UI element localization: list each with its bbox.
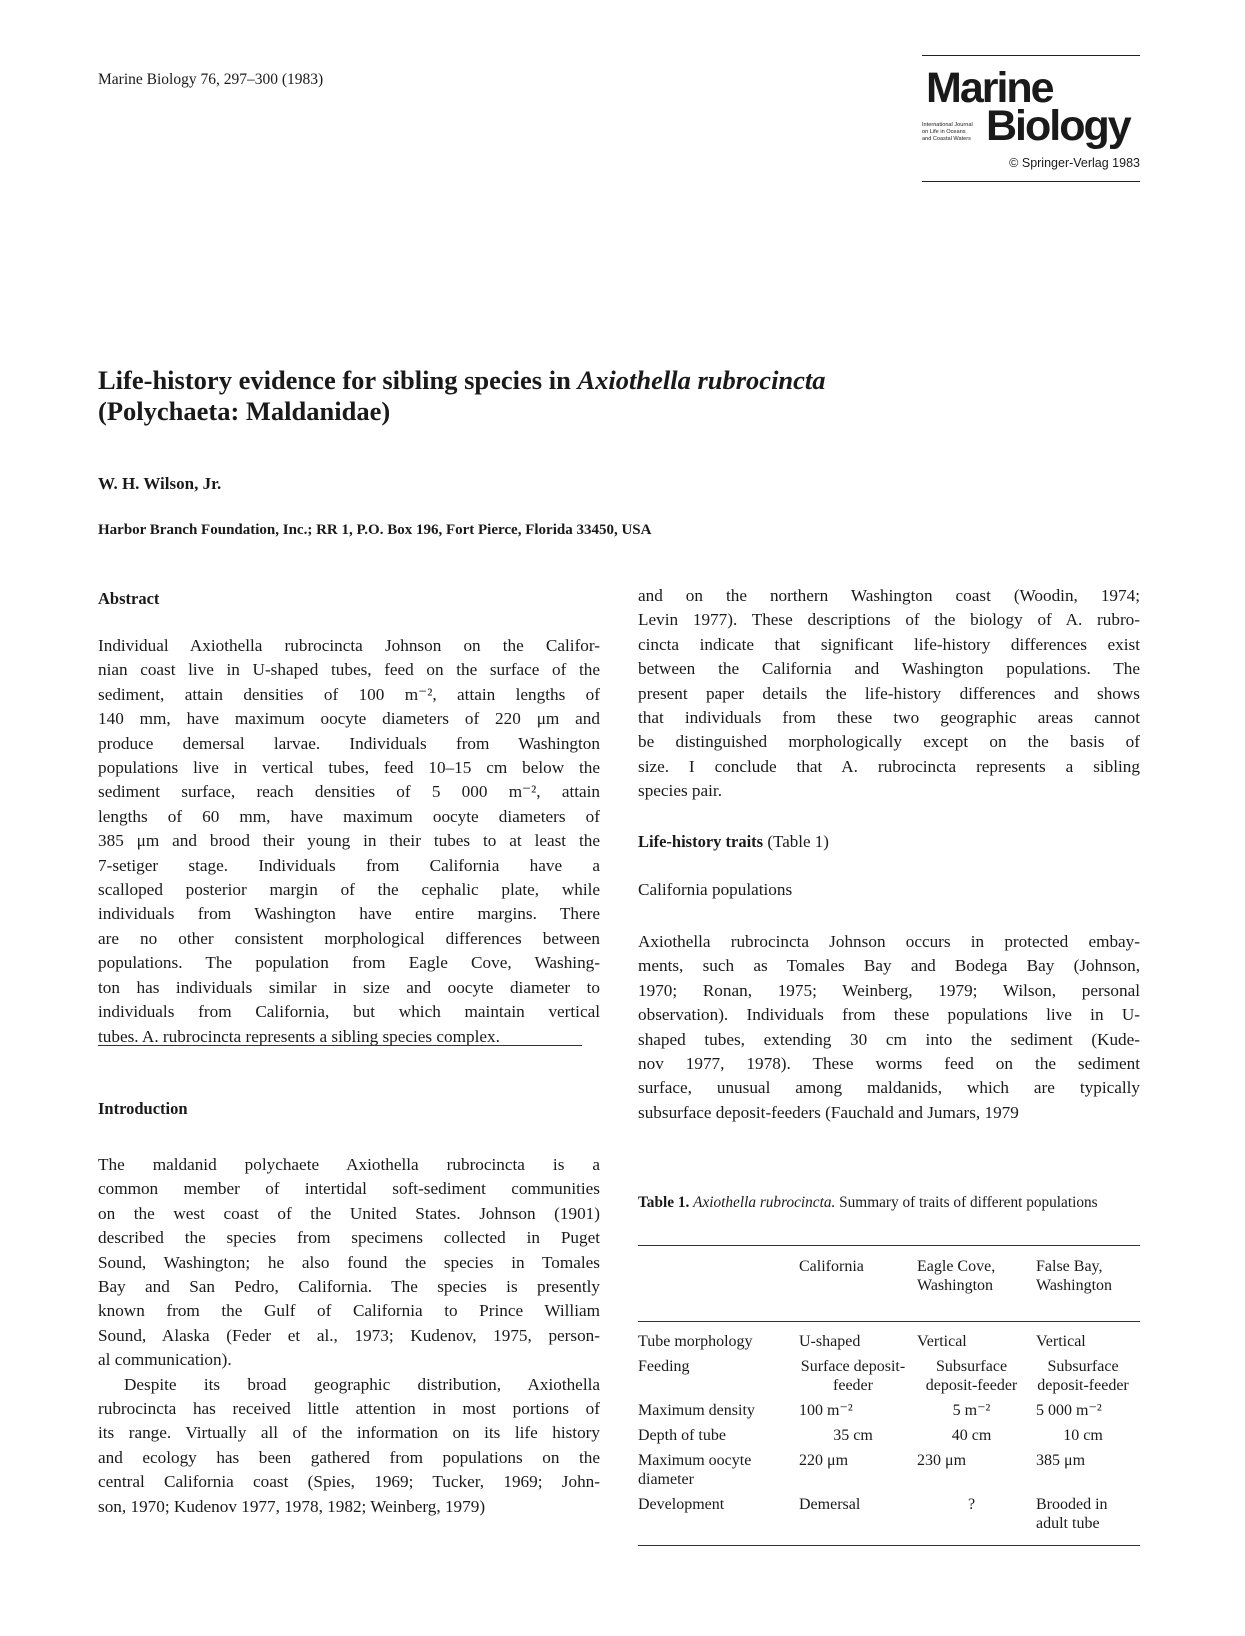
text-line: individuals from Washington have entire margins. There: [98, 904, 600, 924]
table-cell-false-bay: Brooded in adult tube: [1036, 1496, 1108, 1532]
table-cell-eagle-cove: ?: [967, 1496, 976, 1513]
text-line: described the species from specimens collected in Puget: [98, 1228, 600, 1248]
text-line: and on the northern Washington coast (Woodin, 1974;: [638, 586, 1140, 605]
text-line: Sound, Washington; he also found the species in Tomales: [98, 1252, 600, 1272]
table-row: [638, 1449, 1140, 1493]
table-cell-trait: Depth of tube: [638, 1427, 726, 1444]
table-header: [638, 1246, 799, 1322]
text-line: central California coast (Spies, 1969; Tucker, 1969; John-: [98, 1472, 600, 1492]
journal-logo: [922, 55, 1140, 185]
table-cell-eagle-cove: Subsurface deposit-feeder: [925, 1358, 1018, 1394]
text-line: between the California and Washington populations. The: [638, 659, 1140, 679]
life-history-body: [638, 930, 1140, 1125]
article-title: [98, 365, 998, 427]
text-line: ton has individuals similar in size and oocyte diameter to: [98, 977, 600, 997]
table-cell-california: 100 m⁻²: [799, 1402, 853, 1419]
table-caption-text: Summary of traits of different populations: [835, 1194, 1098, 1211]
text-line: known from the Gulf of California to Prince William: [98, 1301, 600, 1321]
text-line: rubrocincta has received little attention in most portions of: [98, 1399, 600, 1419]
table-cell-eagle-cove: 5 m⁻²: [952, 1402, 991, 1419]
logo-tagline-line: and Coastal Waters: [922, 136, 971, 142]
table-cell-trait: Feeding: [638, 1358, 690, 1375]
logo-bottom-rule: [922, 181, 1140, 182]
table-label: Table 1.: [638, 1194, 690, 1211]
text-line: on the west coast of the United States. Johnson (1901): [98, 1203, 600, 1223]
table-cell-california: 35 cm: [833, 1427, 873, 1444]
text-line: Bay and San Pedro, California. The species is presently: [98, 1277, 600, 1297]
abstract-body: [98, 634, 600, 1049]
logo-word-marine: Marine: [926, 64, 1053, 112]
table-cell-california: 220 μm: [799, 1452, 849, 1469]
logo-word-biology: Biology: [986, 102, 1130, 150]
text-line: ments, such as Tomales Bay and Bodega Bay (Johnson,: [638, 956, 1140, 976]
table-cell-trait: Maximum oocyte diameter: [638, 1452, 752, 1488]
table-caption: [638, 1193, 1140, 1213]
table-cell-trait: Tube morphology: [638, 1333, 753, 1350]
section-heading: Introduction: [98, 1099, 188, 1118]
text-line: The maldanid polychaete Axiothella rubrocincta is a: [98, 1155, 600, 1174]
table-cell-false-bay: 5 000 m⁻²: [1036, 1402, 1102, 1419]
text-line: Axiothella rubrocincta Johnson occurs in protected embay-: [638, 932, 1140, 951]
text-line: its range. Virtually all of the information on its life history: [98, 1423, 600, 1443]
table-cell-california: Demersal: [799, 1496, 861, 1513]
table-cell-false-bay: 10 cm: [1063, 1427, 1103, 1444]
text-line: sediment surface, reach densities of 5 000 m⁻², attain: [98, 782, 600, 802]
logo-top-rule: [922, 55, 1140, 56]
abstract-divider: [98, 1045, 582, 1046]
table-header: False Bay, Washington: [1036, 1258, 1113, 1294]
text-line: subsurface deposit-feeders (Fauchald and Jumars, 1979: [638, 1102, 1019, 1122]
text-line: 7-setiger stage. Individuals from California have a: [98, 855, 600, 875]
text-line: observation). Individuals from these populations live in U-: [638, 1005, 1140, 1025]
logo-copyright: © Springer-Verlag 1983: [1009, 156, 1140, 170]
abstract-heading: [98, 587, 600, 611]
table-species: Axiothella rubrocincta.: [693, 1194, 836, 1211]
table-cell-california: U-shaped: [799, 1333, 861, 1350]
text-line: species pair.: [638, 781, 722, 801]
text-line: nian coast live in U-shaped tubes, feed on the surface of the: [98, 660, 600, 680]
text-line: shaped tubes, extending 30 cm into the sediment (Kude-: [638, 1029, 1140, 1049]
table-cell-eagle-cove: 230 μm: [917, 1452, 967, 1469]
title-subtitle: (Polychaeta: Maldanidae): [98, 396, 391, 426]
text-line: cincta indicate that significant life-history differences exist: [638, 634, 1140, 654]
table-cell-trait: Development: [638, 1496, 725, 1513]
traits-table: [638, 1245, 1140, 1546]
text-line: are no other consistent morphological differences between: [98, 928, 600, 948]
text-line: present paper details the life-history differences and shows: [638, 683, 1140, 703]
table-row: [638, 1424, 1140, 1449]
logo-tagline-line: on Life in Oceans: [922, 129, 966, 135]
text-line: and ecology has been gathered from populations on the: [98, 1447, 600, 1467]
title-species: Axiothella rubrocincta: [577, 365, 826, 395]
text-line: produce demersal larvae. Individuals from Washington: [98, 733, 600, 753]
table-cell-false-bay: Vertical: [1036, 1333, 1086, 1350]
text-line: surface, unusual among maldanids, which are typically: [638, 1078, 1140, 1098]
text-line: sediment, attain densities of 100 m⁻², attain lengths of: [98, 684, 600, 704]
table-row: [638, 1322, 1140, 1356]
author-name: W. H. Wilson, Jr.: [98, 474, 222, 493]
text-line: 385 μm and brood their young in their tubes to at least the: [98, 831, 600, 851]
text-line: common member of intertidal soft-sediment communities: [98, 1179, 600, 1199]
table-cell-trait: Maximum density: [638, 1402, 755, 1419]
text-line: al communication).: [98, 1350, 232, 1370]
table-cell-eagle-cove: 40 cm: [951, 1427, 992, 1444]
table-header-row: [638, 1246, 1140, 1322]
text-line: Individual Axiothella rubrocincta Johnson on the Califor-: [98, 636, 600, 655]
table-row: [638, 1493, 1140, 1546]
text-line: that individuals from these two geographic areas cannot: [638, 708, 1140, 728]
text-line: scalloped posterior margin of the cephalic plate, while: [98, 880, 600, 900]
life-history-heading: [638, 830, 1140, 854]
text-line: 1970; Ronan, 1975; Weinberg, 1979; Wilson, personal: [638, 980, 1140, 1000]
logo-tagline-line: International Journal: [922, 122, 973, 128]
table-cell-california: Surface deposit-feeder: [800, 1358, 906, 1394]
journal-citation: Marine Biology 76, 297–300 (1983): [98, 71, 324, 88]
table-cell-false-bay: 385 μm: [1036, 1452, 1086, 1469]
text-line: son, 1970; Kudenov 1977, 1978, 1982; Weinberg, 1979): [98, 1496, 486, 1516]
text-line: lengths of 60 mm, have maximum oocyte diameters of: [98, 806, 600, 826]
introduction-body: [98, 1153, 600, 1519]
text-line: nov 1977, 1978). These worms feed on the sediment: [638, 1054, 1140, 1074]
introduction-continued: [638, 584, 1140, 804]
text-line: individuals from California, but which maintain vertical: [98, 1002, 600, 1022]
table-row: [638, 1355, 1140, 1399]
title-text: Life-history evidence for sibling species in: [98, 365, 578, 395]
author-affiliation: Harbor Branch Foundation, Inc.; RR 1, P.O. Box 196, Fort Pierce, Florida 33450, USA: [98, 522, 652, 538]
section-heading: Abstract: [98, 589, 160, 608]
table-header: California: [799, 1258, 864, 1275]
introduction-heading: [98, 1097, 600, 1121]
text-line: size. I conclude that A. rubrocincta represents a sibling: [638, 756, 1140, 776]
text-line: be distinguished morphologically except on the basis of: [638, 732, 1140, 752]
table-cell-false-bay: Subsurface deposit-feeder: [1037, 1358, 1129, 1394]
table-cell-eagle-cove: Vertical: [917, 1333, 967, 1350]
text-line: Sound, Alaska (Feder et al., 1973; Kudenov, 1975, person-: [98, 1325, 600, 1345]
section-heading: Life-history traits: [638, 832, 764, 851]
text-line: populations live in vertical tubes, feed 10–15 cm below the: [98, 758, 600, 778]
logo-tagline: [922, 122, 982, 143]
table-row: [638, 1399, 1140, 1424]
table-header: Eagle Cove, Washington: [917, 1258, 996, 1294]
text-line: tubes. A. rubrocincta represents a sibling species complex.: [98, 1026, 500, 1046]
table-reference: (Table 1): [763, 832, 829, 851]
text-line: populations. The population from Eagle Cove, Washing-: [98, 953, 600, 973]
text-line: 140 mm, have maximum oocyte diameters of 220 μm and: [98, 709, 600, 729]
text-line: Despite its broad geographic distribution, Axiothella: [124, 1374, 600, 1394]
california-subheading: California populations: [638, 880, 793, 899]
text-line: Levin 1977). These descriptions of the biology of A. rubro-: [638, 610, 1140, 630]
